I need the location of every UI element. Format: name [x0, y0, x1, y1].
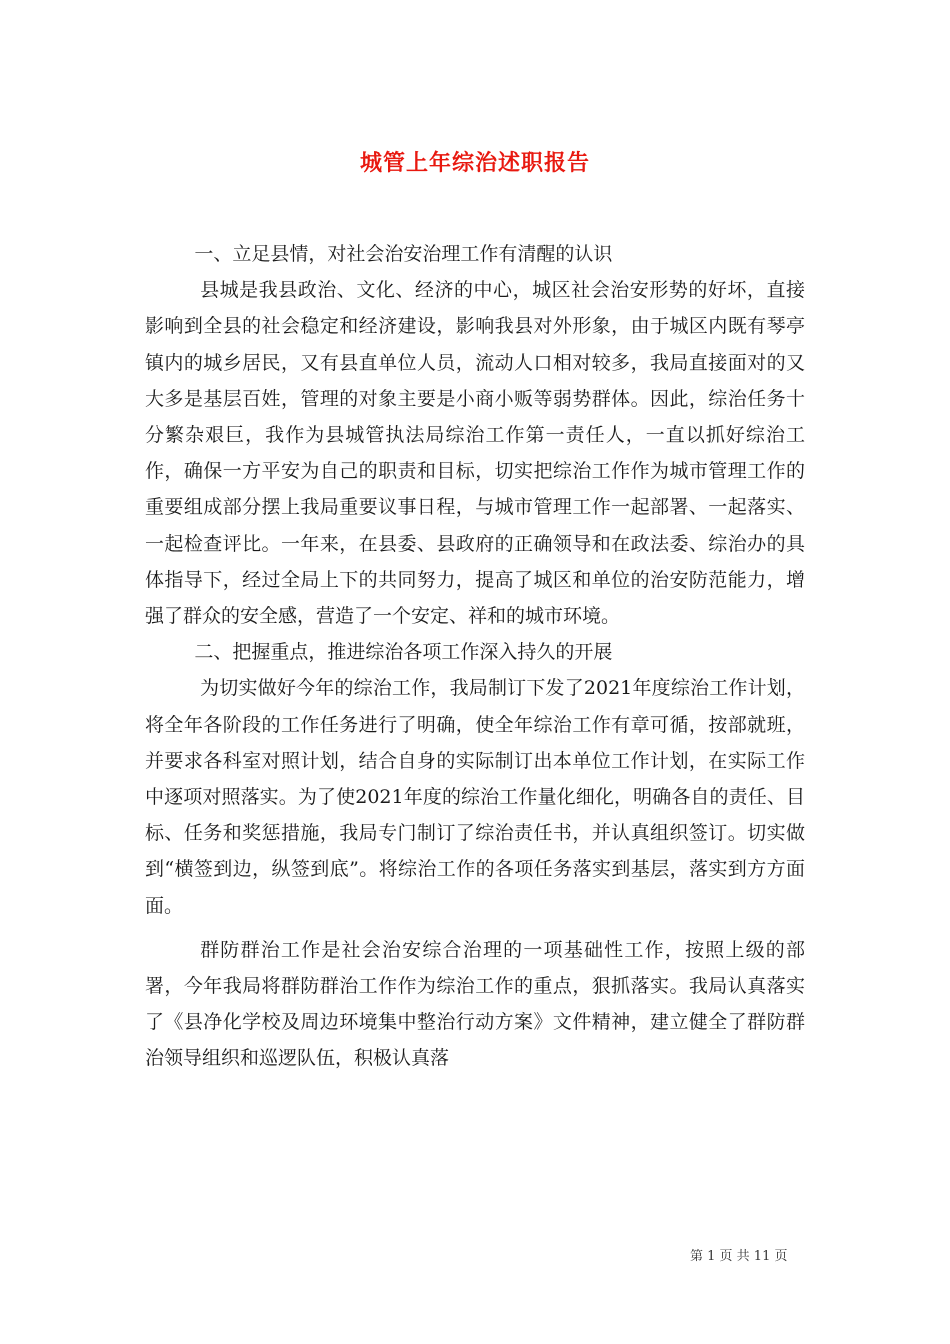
section-heading-2: 二、把握重点，推进综治各项工作深入持久的开展 [194, 641, 613, 664]
section-2-paragraph-1: 为切实做好今年的综治工作，我局制订下发了2021年度综治工作计划，将全年各阶段的工作任务进行了明确，使全年综治工作有章可循，按部就班，并要求各科室对照计划，结合自身的实际制订出本单位工作计划，在实际工作中逐项对照落实。为了使2021年度的综治工作量化细化，明确各自的责任、目标、任务和奖惩措施，我局专门制订了综治责任书，并认真组织签订。切实做到“横签到边，纵签到底”。将综治工作的各项任务落实到基层，落实到方方面面。 [145, 677, 805, 917]
page-number-footer: 第 1 页 共 11 页 [690, 1249, 788, 1264]
document-title: 城管上年综治述职报告 [359, 149, 590, 176]
section-1-paragraph-1: 县城是我县政治、文化、经济的中心，城区社会治安形势的好坏，直接影响到全县的社会稳定和经济建设，影响我县对外形象，由于城区内既有琴亭镇内的城乡居民，又有县直单位人员，流动人口相对较多，我局直接面对的又大多是基层百姓，管理的对象主要是小商小贩等弱势群体。因此，综治任务十分繁杂艰巨，我作为县城管执法局综治工作第一责任人，一直以抓好综治工作，确保一方平安为自己的职责和目标，切实把综治工作作为城市管理工作的重要组成部分摆上我局重要议事日程，与城市管理工作一起部署、一起落实、一起检查评比。一年来，在县委、县政府的正确领导和在政法委、综治办的具体指导下，经过全局上下的共同努力，提高了城区和单位的治安防范能力，增强了群众的安全感，营造了一个安定、祥和的城市环境。 [145, 279, 805, 628]
section-heading-1: 一、立足县情，对社会治安治理工作有清醒的认识 [194, 243, 613, 265]
document-body [145, 236, 805, 1077]
section-2-paragraph-2: 群防群治工作是社会治安综合治理的一项基础性工作，按照上级的部署，今年我局将群防群治工作作为综治工作的重点，狠抓落实。我局认真落实了《县净化学校及周边环境集中整治行动方案》文件精神，建立健全了群防群治领导组织和巡逻队伍，积极认真落 [145, 938, 805, 1070]
